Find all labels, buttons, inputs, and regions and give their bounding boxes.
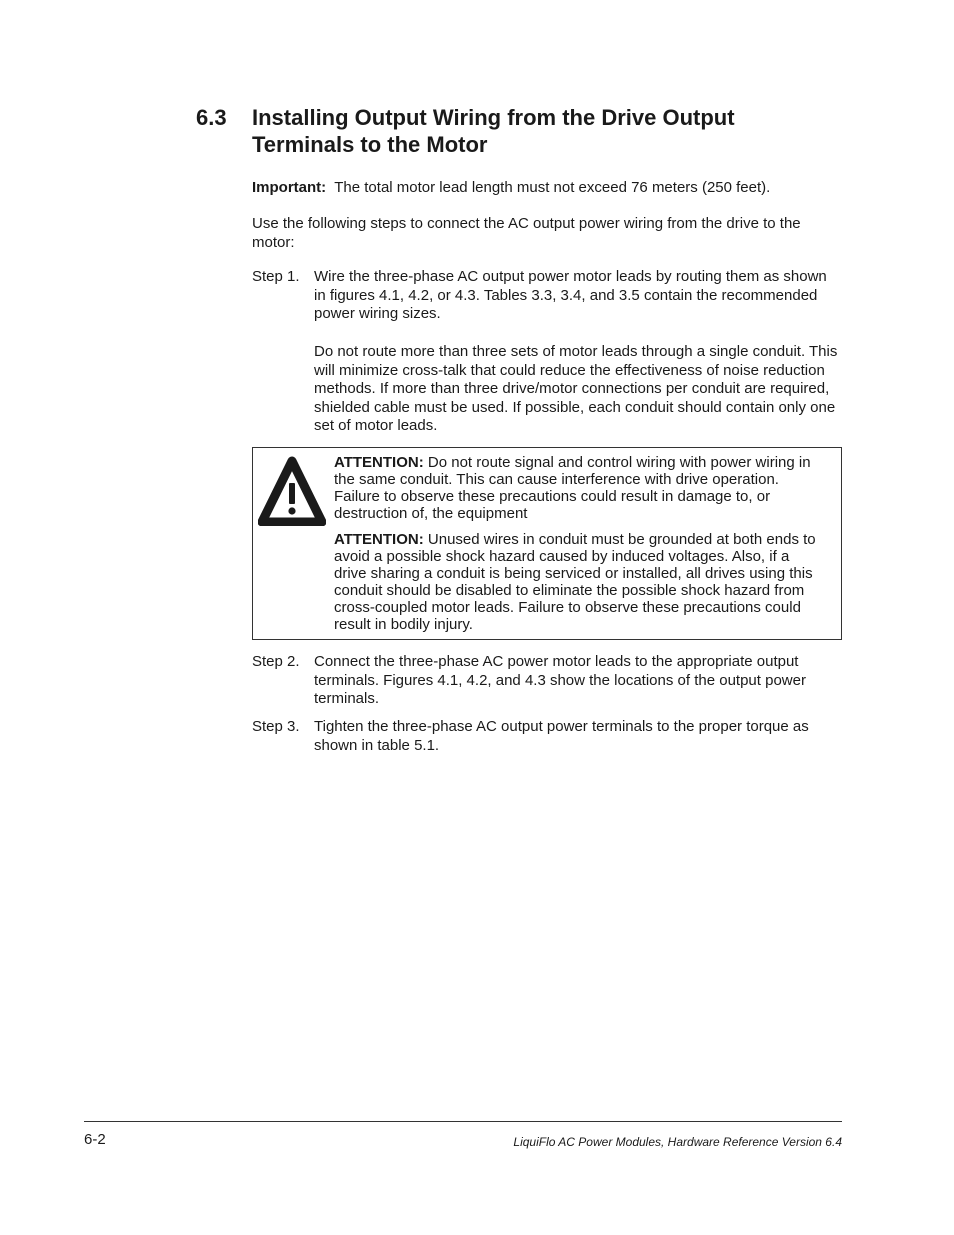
step-1-label: Step 1. [252,268,300,285]
attention-2 [334,531,824,633]
intro-paragraph: Use the following steps to connect the AC output power wiring from the drive to the motor: [252,215,801,251]
attention-1-label: ATTENTION: [334,454,424,471]
section-title: Installing Output Wiring from the Drive Output Terminals to the Motor [252,105,735,157]
page-number: 6-2 [84,1131,106,1148]
running-footer: LiquiFlo AC Power Modules, Hardware Reference Version 6.4 [513,1135,842,1149]
step-1-text: Wire the three-phase AC output power motor leads by routing them as shown in figures 4.1, 4.2, or 4.3. Tables 3.3, 3.4, and 3.5 contain the recommended power wiring sizes. [314,268,827,322]
step-2-text: Connect the three-phase AC power motor leads to the appropriate output terminals. Figures 4.1, 4.2, and 4.3 show the locations of the output power terminals. [314,653,806,707]
step-3-label: Step 3. [252,718,300,735]
attention-1 [334,454,824,522]
important-note [252,179,842,198]
warning-triangle-icon [258,456,326,526]
attention-1-text: Do not route signal and control wiring with power wiring in the same conduit. This can cause interference with drive operation. Failure to observe these precautions could result in damage to, or destruction of, the equipment [334,454,811,522]
step-3-text: Tighten the three-phase AC output power terminals to the proper torque as shown in table 5.1. [314,718,809,754]
footer-rule [84,1121,842,1122]
important-text: The total motor lead length must not exceed 76 meters (250 feet). [334,179,771,196]
step-2-label: Step 2. [252,653,300,670]
step-1-note: Do not route more than three sets of motor leads through a single conduit. This will minimize cross-talk that could reduce the effectiveness of noise reduction methods. If more than three drive/motor connections per conduit are required, shielded cable must be used. If possible, each conduit should contain only one set of motor leads. [314,343,838,434]
important-label: Important: [252,179,327,196]
attention-2-label: ATTENTION: [334,531,424,548]
section-number: 6.3 [196,105,227,130]
attention-box [252,447,842,640]
attention-2-text: Unused wires in conduit must be grounded at both ends to avoid a possible shock hazard caused by induced voltages. Also, if a drive sharing a conduit is being serviced or installed, all drives using this conduit should be disabled to eliminate the possible shock hazard from cross-coupled motor leads. Failure to observe these precautions could result in bodily injury. [334,531,816,633]
